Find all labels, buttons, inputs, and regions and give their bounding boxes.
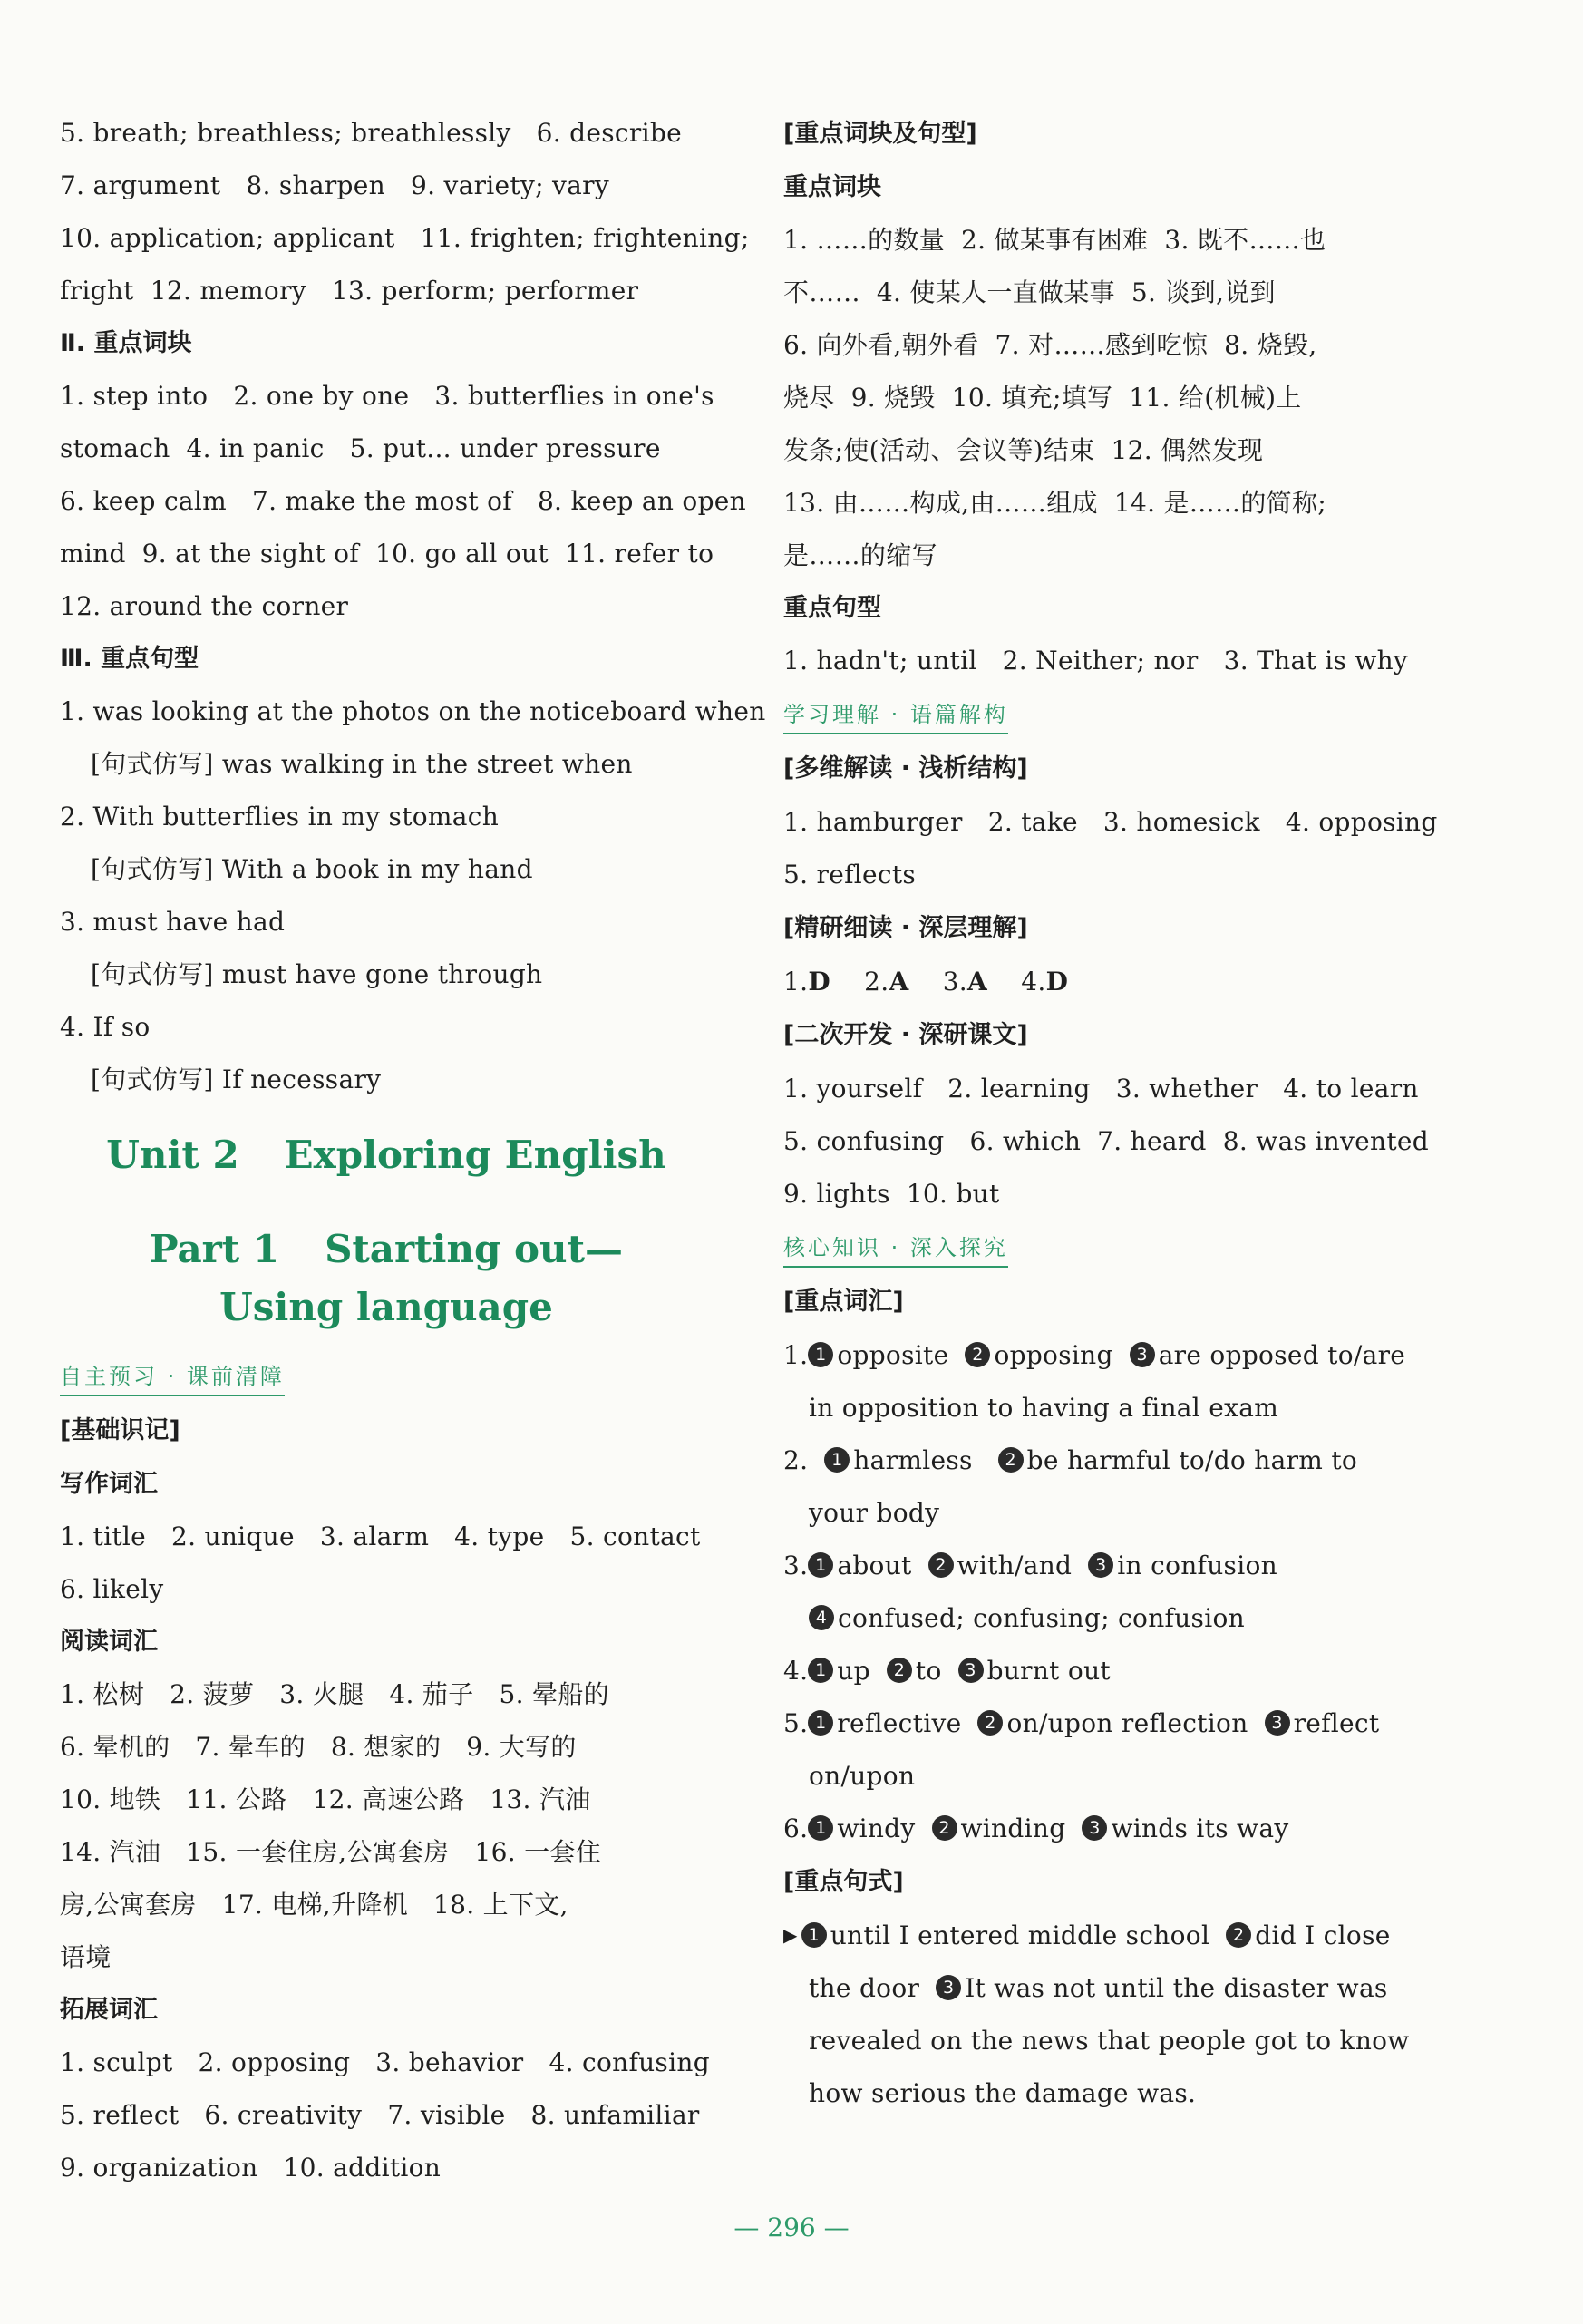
structure-line-2: 5. reflects bbox=[783, 860, 917, 890]
pattern-answer-3: revealed on the news that people got to know bbox=[809, 2026, 1410, 2056]
vocab-answer-5: 5. 1 reflective 2 on/upon reflection 3 reflect bbox=[783, 1708, 1380, 1738]
pattern-answer-4: how serious the damage was. bbox=[809, 2078, 1197, 2108]
section-banner-comprehension: 学习理解 · 语篇解构 bbox=[783, 696, 1008, 734]
reading-vocab-line-5: 房,公寓套房 17. 电梯,升降机 18. 上下文, bbox=[60, 1890, 568, 1920]
extended-vocab-line-1: 1. sculpt 2. opposing 3. behavior 4. confusing bbox=[60, 2047, 710, 2077]
circle-4-icon: 4 bbox=[809, 1605, 834, 1630]
structure-line-1: 1. hamburger 2. take 3. homesick 4. opposing bbox=[783, 807, 1438, 837]
vocab-answer-1-cont: in opposition to having a final exam bbox=[809, 1393, 1279, 1423]
vocab-answer-2: 2. 1 harmless 2 be harmful to/do harm to bbox=[783, 1445, 1358, 1475]
vocab-line-1: 5. breath; breathless; breathlessly 6. describe bbox=[60, 118, 682, 148]
vocab-answer-4: 4. 1 up 2 to 3 burnt out bbox=[783, 1656, 1111, 1686]
right-column bbox=[783, 107, 1436, 2120]
circle-3-icon: 3 bbox=[1082, 1815, 1107, 1841]
chunk-line-1: 1. step into 2. one by one 3. butterflies in one's bbox=[60, 381, 714, 411]
chunk-line-4: mind 9. at the sight of 10. go all out 11. refer to bbox=[60, 539, 714, 569]
circle-2-icon: 2 bbox=[998, 1447, 1024, 1473]
circle-3-icon: 3 bbox=[958, 1658, 984, 1683]
chunk-line-5: 12. around the corner bbox=[60, 591, 349, 621]
cn-chunk-line-7: 是……的缩写 bbox=[783, 540, 937, 570]
circle-2-icon: 2 bbox=[965, 1342, 990, 1367]
circle-2-icon: 2 bbox=[928, 1552, 954, 1578]
pattern-answer-1: ▶ 1 until I entered middle school 2 did I close bbox=[783, 1920, 1391, 1950]
text-study-line-3: 9. lights 10. but bbox=[783, 1179, 1000, 1209]
vocab-answer-3: 3. 1 about 2 with/and 3 in confusion bbox=[783, 1551, 1277, 1580]
cn-chunk-line-5: 发条;使(活动、会议等)结束 12. 偶然发现 bbox=[783, 435, 1264, 465]
bracket-heading-structure: [多维解读 · 浅析结构] bbox=[783, 754, 1028, 783]
reading-vocab-line-6: 语境 bbox=[60, 1942, 112, 1972]
reading-vocab-line-3: 10. 地铁 11. 公路 12. 高速公路 13. 汽油 bbox=[60, 1784, 591, 1814]
circle-1-icon: 1 bbox=[808, 1658, 833, 1683]
reading-vocab-line-1: 1. 松树 2. 菠萝 3. 火腿 4. 茄子 5. 晕船的 bbox=[60, 1679, 609, 1709]
cn-chunk-line-1: 1. ……的数量 2. 做某事有困难 3. 既不……也 bbox=[783, 225, 1326, 255]
vocab-answer-1: 1. 1 opposite 2 opposing 3 are opposed to/are bbox=[783, 1340, 1406, 1370]
circle-3-icon: 3 bbox=[1130, 1342, 1155, 1367]
circle-2-icon: 2 bbox=[887, 1658, 912, 1683]
heading-key-patterns: 重点句型 bbox=[783, 594, 881, 622]
chunk-line-2: stomach 4. in panic 5. put... under pressure bbox=[60, 433, 661, 463]
deep-reading-answers: 1.D 2.A 3.A 4.D bbox=[783, 967, 1069, 997]
vocab-answer-5-cont: on/upon bbox=[809, 1761, 916, 1791]
triangle-right-icon: ▶ bbox=[783, 1924, 798, 1946]
part-title: Part 1 Starting out— bbox=[150, 1227, 623, 1271]
cn-chunk-line-6: 13. 由……构成,由……组成 14. 是……的简称; bbox=[783, 488, 1327, 518]
reading-vocab-line-2: 6. 晕机的 7. 晕车的 8. 想家的 9. 大写的 bbox=[60, 1732, 577, 1762]
circle-2-icon: 2 bbox=[977, 1710, 1003, 1736]
sentence-4-imitation: [句式仿写] If necessary bbox=[91, 1065, 382, 1094]
circle-1-icon: 1 bbox=[808, 1342, 833, 1367]
sentence-3: 3. must have had bbox=[60, 907, 286, 937]
reading-vocab-line-4: 14. 汽油 15. 一套住房,公寓套房 16. 一套住 bbox=[60, 1837, 601, 1867]
heading-key-chunks-right: 重点词块 bbox=[783, 173, 881, 201]
part-subtitle: Using language bbox=[219, 1285, 553, 1329]
circle-1-icon: 1 bbox=[808, 1710, 833, 1736]
circle-3-icon: 3 bbox=[936, 1975, 961, 2000]
cn-chunk-line-2: 不…… 4. 使某人一直做某事 5. 谈到,说到 bbox=[783, 277, 1276, 307]
bracket-heading-key-vocab: [重点词汇] bbox=[783, 1288, 904, 1316]
sentence-1: 1. was looking at the photos on the noticeboard when bbox=[60, 696, 766, 726]
pattern-answer-2: the door 3 It was not until the disaster was bbox=[809, 1973, 1388, 2003]
sentence-4: 4. If so bbox=[60, 1012, 151, 1042]
bracket-heading-chunks-and-patterns: [重点词块及句型] bbox=[783, 120, 977, 148]
vocab-line-3: 10. application; applicant 11. frighten; frightening; bbox=[60, 223, 750, 253]
chunk-line-3: 6. keep calm 7. make the most of 8. keep an open bbox=[60, 486, 746, 516]
unit-title: Unit 2 Exploring English bbox=[106, 1133, 666, 1177]
circle-2-icon: 2 bbox=[1226, 1922, 1251, 1948]
text-study-line-1: 1. yourself 2. learning 3. whether 4. to learn bbox=[783, 1074, 1419, 1104]
heading-key-sentences: Ⅲ. 重点句型 bbox=[60, 645, 199, 673]
section-banner-preview: 自主预习 · 课前清障 bbox=[60, 1358, 285, 1396]
sentence-1-imitation: [句式仿写] was walking in the street when bbox=[91, 749, 633, 779]
text-study-line-2: 5. confusing 6. which 7. heard 8. was invented bbox=[783, 1126, 1429, 1156]
heading-writing-vocab: 写作词汇 bbox=[60, 1470, 158, 1498]
sentence-3-imitation: [句式仿写] must have gone through bbox=[91, 959, 543, 989]
circle-1-icon: 1 bbox=[808, 1552, 833, 1578]
circle-1-icon: 1 bbox=[824, 1447, 850, 1473]
vocab-line-4: fright 12. memory 13. perform; performer bbox=[60, 276, 639, 306]
section-banner-core-knowledge: 核心知识 · 深入探究 bbox=[783, 1230, 1008, 1268]
circle-2-icon: 2 bbox=[932, 1815, 957, 1841]
cn-chunk-line-4: 烧尽 9. 烧毁 10. 填充;填写 11. 给(机械)上 bbox=[783, 383, 1302, 413]
page-number: — 296 — bbox=[733, 2212, 850, 2242]
writing-vocab-line-1: 1. title 2. unique 3. alarm 4. type 5. contact bbox=[60, 1522, 701, 1551]
heading-key-chunks: Ⅱ. 重点词块 bbox=[60, 329, 192, 357]
heading-reading-vocab: 阅读词汇 bbox=[60, 1628, 158, 1656]
vocab-line-2: 7. argument 8. sharpen 9. variety; vary bbox=[60, 170, 609, 200]
extended-vocab-line-3: 9. organization 10. addition bbox=[60, 2153, 442, 2183]
bracket-heading-text-study: [二次开发 · 深研课文] bbox=[783, 1021, 1028, 1049]
circle-3-icon: 3 bbox=[1265, 1710, 1290, 1736]
cn-chunk-line-3: 6. 向外看,朝外看 7. 对……感到吃惊 8. 烧毁, bbox=[783, 330, 1317, 360]
heading-extended-vocab: 拓展词汇 bbox=[60, 1996, 158, 2024]
vocab-answer-3-cont: 4 confused; confusing; confusion bbox=[783, 1592, 1436, 1645]
vocab-answer-2-cont: your body bbox=[809, 1498, 940, 1528]
bracket-heading-deep-reading: [精研细读 · 深层理解] bbox=[783, 914, 1028, 942]
bracket-heading-basics: [基础识记] bbox=[60, 1416, 180, 1444]
circle-1-icon: 1 bbox=[808, 1815, 833, 1841]
vocab-answer-6: 6. 1 windy 2 winding 3 winds its way bbox=[783, 1813, 1289, 1843]
pattern-line-1: 1. hadn't; until 2. Neither; nor 3. That is why bbox=[783, 646, 1409, 676]
bracket-heading-key-patterns: [重点句式] bbox=[783, 1868, 904, 1896]
left-column bbox=[60, 107, 766, 2194]
extended-vocab-line-2: 5. reflect 6. creativity 7. visible 8. unfamiliar bbox=[60, 2100, 700, 2130]
circle-3-icon: 3 bbox=[1088, 1552, 1113, 1578]
writing-vocab-line-2: 6. likely bbox=[60, 1574, 164, 1604]
sentence-2-imitation: [句式仿写] With a book in my hand bbox=[91, 854, 533, 884]
circle-1-icon: 1 bbox=[801, 1922, 827, 1948]
sentence-2: 2. With butterflies in my stomach bbox=[60, 802, 500, 831]
